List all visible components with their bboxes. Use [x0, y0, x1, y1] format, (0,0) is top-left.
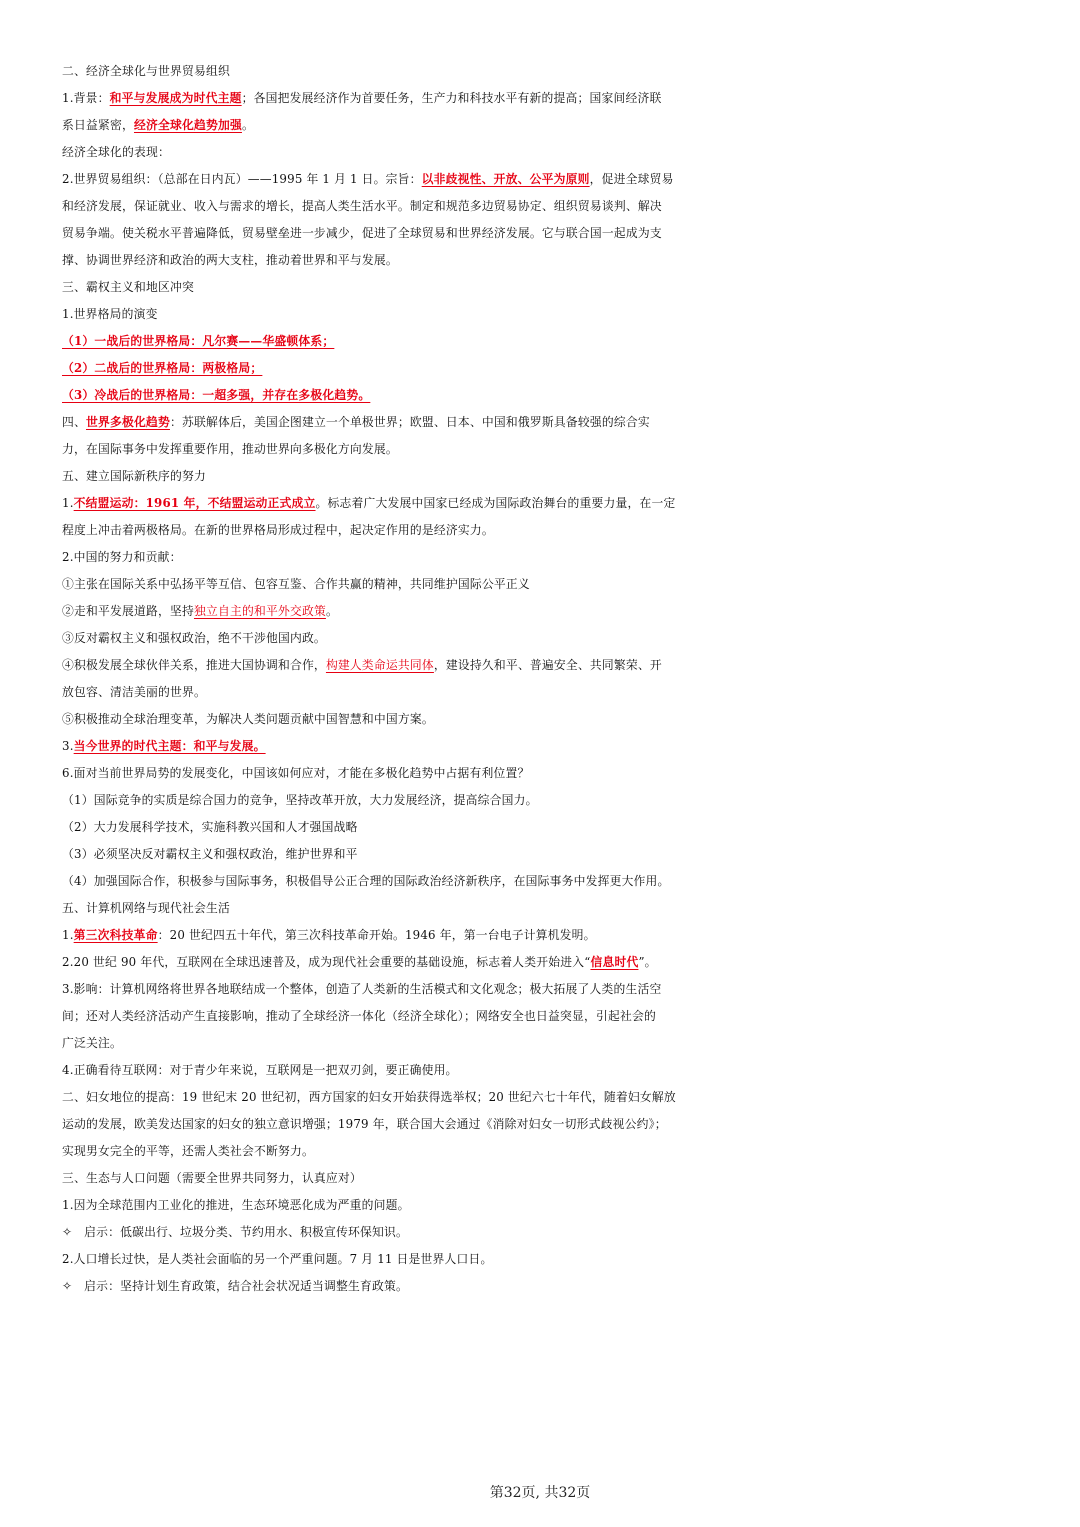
text-line — [62, 571, 1022, 598]
text-line — [62, 1246, 1022, 1273]
text-segment: 。 — [325, 604, 338, 618]
highlighted-text: 不结盟运动：1961 年，不结盟运动正式成立 — [73, 496, 316, 510]
text-line — [62, 1273, 1022, 1300]
text-segment: ③反对霸权主义和强权政治，绝不干涉他国内政。 — [62, 631, 326, 645]
text-line — [62, 112, 1022, 139]
highlighted-text: 世界多极化趋势 — [86, 415, 170, 429]
highlighted-text: （3）冷战后的世界格局：一超多强，并存在多极化趋势。 — [62, 388, 371, 402]
text-segment: 1.世界格局的演变 — [62, 307, 158, 321]
highlighted-text: 当今世界的时代主题：和平与发展。 — [73, 739, 266, 753]
text-line — [62, 1003, 1022, 1030]
text-segment: 2.20 世纪 90 年代，互联网在全球迅速普及，成为现代社会重要的基础设施，标志着人类开始进入“ — [62, 955, 591, 969]
text-segment: （4）加强国际合作，积极参与国际事务，积极倡导公正合理的国际政治经济新秩序，在国际事务中发挥更大作用。 — [62, 874, 670, 888]
text-segment: 运动的发展，欧美发达国家的妇女的独立意识增强；1979 年，联合国大会通过《消除对妇女一切形式歧视公约》； — [62, 1117, 667, 1131]
text-segment: ④积极发展全球伙伴关系，推进大国协调和合作， — [62, 658, 326, 672]
highlighted-text: 独立自主的和平外交政策 — [193, 604, 326, 618]
text-segment: 三、生态与人口问题（需要全世界共同努力，认真应对） — [62, 1171, 362, 1185]
text-line — [62, 193, 1022, 220]
text-line — [62, 814, 1022, 841]
text-line — [62, 328, 1022, 355]
text-segment: ”。 — [638, 955, 657, 969]
text-segment: ：苏联解体后，美国企图建立一个单极世界；欧盟、日本、中国和俄罗斯具备较强的综合实 — [169, 415, 650, 429]
text-segment: ✧ 启示：坚持计划生育政策，结合社会状况适当调整生育政策。 — [62, 1279, 408, 1293]
text-line — [62, 1030, 1022, 1057]
text-line — [62, 355, 1022, 382]
text-segment: ✧ 启示：低碳出行、垃圾分类、节约用水、积极宣传环保知识。 — [62, 1225, 408, 1239]
text-line — [62, 625, 1022, 652]
text-segment: 1. — [62, 496, 74, 510]
text-segment: 撑、协调世界经济和政治的两大支柱，推动着世界和平与发展。 — [62, 253, 398, 267]
text-line — [62, 382, 1022, 409]
text-segment: 三、霸权主义和地区冲突 — [62, 280, 194, 294]
text-segment: 。标志着广大发展中国家已经成为国际政治舞台的重要力量，在一定 — [315, 496, 676, 510]
text-segment: 2.中国的努力和贡献： — [62, 550, 182, 564]
text-line — [62, 787, 1022, 814]
text-line — [62, 679, 1022, 706]
text-line — [62, 1138, 1022, 1165]
text-line — [62, 490, 1022, 517]
text-segment: 和经济发展，保证就业、收入与需求的增长，提高人类生活水平。制定和规范多边贸易协定、组织贸易谈判、解决 — [62, 199, 662, 213]
text-line — [62, 598, 1022, 625]
text-segment: 贸易争端。使关税水平普遍降低，贸易壁垒进一步减少，促进了全球贸易和世界经济发展。它与联合国一起成为支 — [62, 226, 662, 240]
highlighted-text: 和平与发展成为时代主题 — [109, 91, 242, 105]
text-line — [62, 949, 1022, 976]
text-line — [62, 139, 1022, 166]
text-segment: 放包容、清洁美丽的世界。 — [62, 685, 206, 699]
text-line — [62, 1219, 1022, 1246]
text-line — [62, 1165, 1022, 1192]
highlighted-text: （1）一战后的世界格局：凡尔赛——华盛顿体系； — [62, 334, 335, 348]
text-line — [62, 436, 1022, 463]
text-segment: 4.正确看待互联网：对于青少年来说，互联网是一把双刃剑，要正确使用。 — [62, 1063, 458, 1077]
text-segment: 五、建立国际新秩序的努力 — [62, 469, 206, 483]
text-line — [62, 517, 1022, 544]
text-line — [62, 220, 1022, 247]
text-line — [62, 1084, 1022, 1111]
text-segment: 2.世界贸易组织：（总部在日内瓦）——1995 年 1 月 1 日。宗旨： — [62, 172, 422, 186]
text-line — [62, 895, 1022, 922]
text-segment: （1）国际竞争的实质是综合国力的竞争，坚持改革开放，大力发展经济，提高综合国力。 — [62, 793, 538, 807]
text-segment: 程度上冲击着两极格局。在新的世界格局形成过程中，起决定作用的是经济实力。 — [62, 523, 494, 537]
text-segment: 五、计算机网络与现代社会生活 — [62, 901, 230, 915]
text-segment: 二、经济全球化与世界贸易组织 — [62, 64, 230, 78]
text-segment: 四、 — [62, 415, 86, 429]
highlighted-text: 信息时代 — [590, 955, 639, 969]
text-segment: 1.背景： — [62, 91, 110, 105]
highlighted-text: 以非歧视性、开放、公平为原则 — [421, 172, 590, 186]
text-segment: 。 — [241, 118, 254, 132]
text-segment: ；各国把发展经济作为首要任务，生产力和科技水平有新的提高；国家间经济联 — [241, 91, 662, 105]
text-line — [62, 301, 1022, 328]
text-segment: （3）必须坚决反对霸权主义和强权政治，维护世界和平 — [62, 847, 358, 861]
text-segment: ②走和平发展道路，坚持 — [62, 604, 194, 618]
text-segment: 间；还对人类经济活动产生直接影响，推动了全球经济一体化（经济全球化）；网络安全也日益突显，引起社会的 — [62, 1009, 656, 1023]
text-segment: 2.人口增长过快，是人类社会面临的另一个严重问题。7 月 11 日是世界人口日。 — [62, 1252, 493, 1266]
text-segment: 广泛关注。 — [62, 1036, 122, 1050]
highlighted-text: 构建人类命运共同体 — [325, 658, 434, 672]
highlighted-text: 经济全球化趋势加强 — [133, 118, 242, 132]
text-segment: 系日益紧密， — [62, 118, 134, 132]
text-segment: 二、妇女地位的提高：19 世纪末 20 世纪初，西方国家的妇女开始获得选举权；20 世纪六七十年代，随着妇女解放 — [62, 1090, 676, 1104]
text-segment: ①主张在国际关系中弘扬平等互信、包容互鉴、合作共赢的精神，共同维护国际公平正义 — [62, 577, 530, 591]
highlighted-text: （2）二战后的世界格局：两极格局； — [62, 361, 263, 375]
text-segment: ⑤积极推动全球治理变革，为解决人类问题贡献中国智慧和中国方案。 — [62, 712, 434, 726]
text-line — [62, 463, 1022, 490]
text-line — [62, 868, 1022, 895]
text-line — [62, 652, 1022, 679]
text-line — [62, 274, 1022, 301]
text-line — [62, 1192, 1022, 1219]
text-segment: 3.影响：计算机网络将世界各地联结成一个整体，创造了人类新的生活模式和文化观念；极大拓展了人类的生活空 — [62, 982, 662, 996]
text-segment: 力，在国际事务中发挥重要作用，推动世界向多极化方向发展。 — [62, 442, 398, 456]
text-line — [62, 922, 1022, 949]
text-segment: ：20 世纪四五十年代，第三次科技革命开始。1946 年，第一台电子计算机发明。 — [157, 928, 596, 942]
text-line — [62, 85, 1022, 112]
text-segment: 3. — [62, 739, 74, 753]
text-line — [62, 841, 1022, 868]
text-line — [62, 1057, 1022, 1084]
text-line — [62, 976, 1022, 1003]
text-line — [62, 706, 1022, 733]
text-line — [62, 544, 1022, 571]
text-line — [62, 58, 1022, 85]
text-line — [62, 409, 1022, 436]
text-segment: 实现男女完全的平等，还需人类社会不断努力。 — [62, 1144, 314, 1158]
text-line — [62, 247, 1022, 274]
text-segment: ，促进全球贸易 — [589, 172, 674, 186]
text-line — [62, 733, 1022, 760]
document-body — [62, 58, 1022, 1300]
text-line — [62, 760, 1022, 787]
text-segment: ，建设持久和平、普遍安全、共同繁荣、开 — [433, 658, 662, 672]
text-segment: 经济全球化的表现： — [62, 145, 170, 159]
text-line — [62, 1111, 1022, 1138]
page-footer: 第32页, 共32页 — [489, 1485, 591, 1501]
text-segment: 1. — [62, 928, 74, 942]
text-line — [62, 166, 1022, 193]
text-segment: （2）大力发展科学技术，实施科教兴国和人才强国战略 — [62, 820, 358, 834]
highlighted-text: 第三次科技革命 — [73, 928, 158, 942]
text-segment: 6.面对当前世界局势的发展变化，中国该如何应对，才能在多极化趋势中占据有利位置？ — [62, 766, 530, 780]
text-segment: 1.因为全球范围内工业化的推进，生态环境恶化成为严重的问题。 — [62, 1198, 410, 1212]
